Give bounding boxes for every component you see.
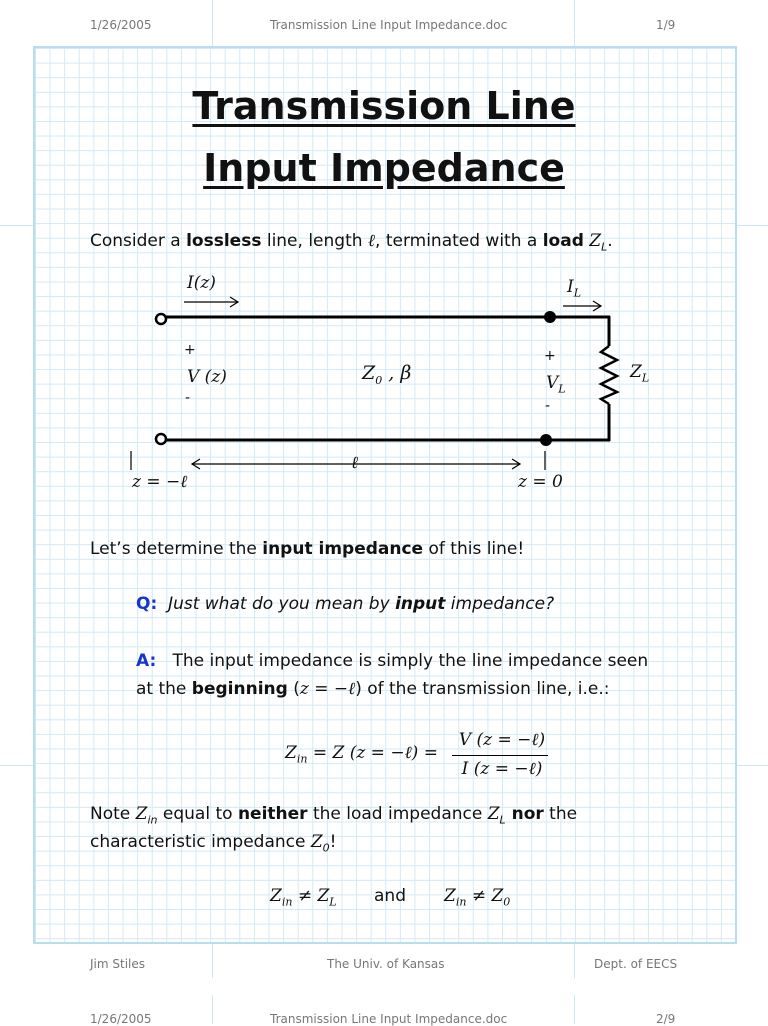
length-label: ℓ [351, 453, 359, 473]
answer-line-2: at the beginning (z = −ℓ) of the transmission line, i.e.: [136, 679, 610, 699]
next-page-number: 2/9 [656, 1012, 676, 1026]
footer-author: Jim Stiles [90, 957, 146, 971]
load-node-bottom [540, 434, 552, 446]
footer-divider [574, 944, 575, 978]
next-page-filename: Transmission Line Input Impedance.doc [270, 1012, 508, 1026]
footer-divider [212, 944, 213, 978]
input-impedance-equation: $Z_{in} = Z$ (z = −ℓ) = [285, 743, 438, 766]
current-load-label: $I_L$ [567, 277, 582, 300]
answer-line-1: A: The input impedance is simply the line impedance seen [136, 651, 649, 671]
inequality-characteristic: $Z_{in} \ne Z_0$ [444, 886, 511, 909]
plus-left: + [184, 342, 196, 358]
current-z-label: I(z) [187, 273, 216, 293]
voltage-z-label: V (z) [187, 367, 227, 387]
paragraph-determine: Let’s determine the input impedance of this line! [90, 539, 525, 559]
intro-text: Consider a lossless line, length ℓ, terminated with a load $Z_L$. [90, 231, 613, 254]
load-node-top [544, 311, 556, 323]
input-terminal-bottom [156, 434, 166, 444]
next-header-divider [212, 995, 213, 1024]
voltage-load-label: $V_L$ [546, 373, 566, 396]
minus-left: - [185, 390, 191, 406]
minus-right: - [545, 398, 551, 414]
title-line-2: Input Impedance [203, 146, 565, 190]
note-line-2: characteristic impedance $Z_0$! [90, 832, 337, 855]
footer-department: Dept. of EECS [594, 957, 678, 971]
fraction-bar [452, 755, 548, 756]
equation-denominator: I (z = −ℓ) [461, 759, 543, 779]
footer-university: The Univ. of Kansas [327, 957, 445, 971]
next-page-date: 1/26/2005 [90, 1012, 152, 1026]
z-left-label: z = −ℓ [132, 472, 188, 492]
input-terminal-top [156, 314, 166, 324]
line-parameters: $Z_0$ , β [362, 362, 412, 387]
inequality-load: $Z_{in} \ne Z_L$ [270, 886, 337, 909]
title-line-1: Transmission Line [192, 84, 576, 128]
question: Q: Just what do you mean by input impedance? [136, 594, 555, 614]
header-filename: Transmission Line Input Impedance.doc [270, 18, 508, 32]
header-page: 1/9 [656, 18, 676, 32]
note-line-1: Note $Z_{in}$ equal to neither the load impedance $Z_L$ nor the [90, 804, 578, 827]
next-header-divider [574, 995, 575, 1024]
equation-numerator: V (z = −ℓ) [458, 730, 546, 750]
header-date: 1/26/2005 [90, 18, 152, 32]
load-impedance-label: $Z_L$ [630, 362, 650, 385]
z-right-label: z = 0 [518, 472, 563, 492]
plus-right: + [544, 348, 556, 364]
inequality-and: and [374, 886, 406, 906]
